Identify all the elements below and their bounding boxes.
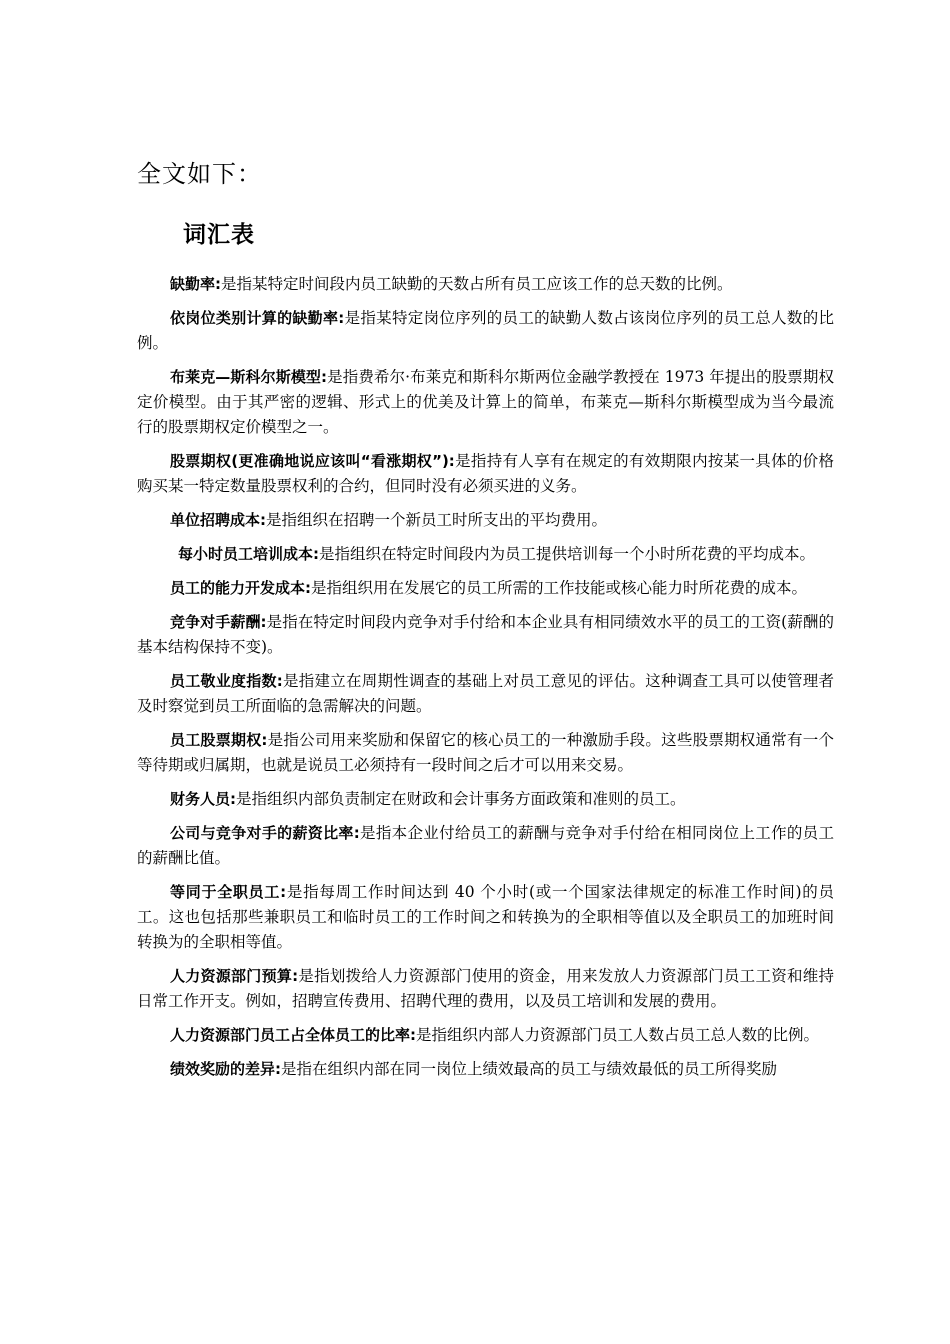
glossary-entry (137, 728, 834, 778)
entry-term: 财务人员: (170, 790, 236, 808)
entry-definition: 是指持有人享有在规定的有效期限内按某一具体的价格购买某一特定数量股票权利的合约，但同时没有必须买进的义务。 (137, 452, 834, 495)
entry-term: 每小时员工培训成本: (178, 545, 319, 563)
glossary-entry (137, 964, 834, 1014)
entry-term: 员工的能力开发成本: (170, 579, 311, 597)
entry-definition: 是指组织内部人力资源部门员工人数占员工总人数的比例。 (416, 1026, 820, 1044)
glossary-entry (137, 576, 834, 601)
entry-term: 竞争对手薪酬: (170, 613, 267, 631)
entry-definition: 是指组织在特定时间段内为员工提供培训每一个小时所花费的平均成本。 (319, 545, 816, 563)
entry-definition: 是指划拨给人力资源部门使用的资金，用来发放人力资源部门员工工资和维持日常工作开支。例如，招聘宣传费用、招聘代理的费用，以及员工培训和发展的费用。 (137, 967, 834, 1010)
glossary-entries (137, 272, 834, 1091)
glossary-entry (137, 365, 834, 440)
entry-definition: 是指某特定岗位序列的员工的缺勤人数占该岗位序列的员工总人数的比例。 (137, 309, 834, 352)
entry-definition: 是指某特定时间段内员工缺勤的天数占所有员工应该工作的总天数的比例。 (221, 275, 733, 293)
glossary-entry (137, 1023, 834, 1048)
glossary-entry (137, 880, 834, 955)
glossary-entry (137, 272, 834, 297)
entry-term: 人力资源部门预算: (170, 967, 299, 985)
glossary-entry (137, 821, 834, 871)
entry-term: 等同于全职员工: (170, 883, 287, 901)
entry-term: 人力资源部门员工占全体员工的比率: (170, 1026, 417, 1044)
entry-term: 员工股票期权: (170, 731, 268, 749)
entry-definition: 是指组织在招聘一个新员工时所支出的平均费用。 (266, 511, 608, 529)
glossary-entry (137, 669, 834, 719)
glossary-entry (137, 610, 834, 660)
entry-definition: 是指每周工作时间达到 40 个小时(或一个国家法律规定的标准工作时间)的员工。这也包括那些兼职员工和临时员工的工作时间之和转换为的全职相等值以及全职员工的加班时间转换为的全职相等值。 (137, 883, 834, 951)
entry-term: 绩效奖励的差异: (170, 1060, 281, 1078)
entry-term: 单位招聘成本: (170, 511, 266, 529)
glossary-entry (137, 306, 834, 356)
glossary-entry (137, 542, 834, 567)
intro-text: 全文如下： (137, 160, 262, 188)
entry-definition: 是指费希尔·布莱克和斯科尔斯两位金融学教授在 1973 年提出的股票期权定价模型。由于其严密的逻辑、形式上的优美及计算上的简单，布莱克—斯科尔斯模型成为当今最流行的股票期权定价模型之一。 (137, 368, 834, 436)
glossary-entry (137, 1057, 834, 1082)
entry-term: 股票期权(更准确地说应该叫“看涨期权”): (170, 452, 455, 470)
glossary-entry (137, 508, 834, 533)
entry-term: 布莱克—斯科尔斯模型: (170, 368, 328, 386)
glossary-entry (137, 787, 834, 812)
glossary-title: 词汇表 (183, 222, 255, 248)
entry-term: 公司与竞争对手的薪资比率: (170, 824, 360, 842)
entry-definition: 是指在组织内部在同一岗位上绩效最高的员工与绩效最低的员工所得奖励 (281, 1060, 778, 1078)
entry-definition: 是指建立在周期性调查的基础上对员工意见的评估。这种调查工具可以使管理者及时察觉到员工所面临的急需解决的问题。 (137, 672, 834, 715)
entry-definition: 是指在特定时间段内竞争对手付给和本企业具有相同绩效水平的员工的工资(薪酬的基本结构保持不变)。 (137, 613, 835, 656)
entry-term: 员工敬业度指数: (170, 672, 283, 690)
entry-term: 缺勤率: (170, 275, 221, 293)
entry-term: 依岗位类别计算的缺勤率: (170, 309, 345, 327)
entry-definition: 是指公司用来奖励和保留它的核心员工的一种激励手段。这些股票期权通常有一个等待期或归属期，也就是说员工必须持有一段时间之后才可以用来交易。 (137, 731, 834, 774)
entry-definition: 是指本企业付给员工的薪酬与竞争对手付给在相同岗位上工作的员工的薪酬比值。 (137, 824, 834, 867)
entry-definition: 是指组织内部负责制定在财政和会计事务方面政策和准则的员工。 (236, 790, 686, 808)
entry-definition: 是指组织用在发展它的员工所需的工作技能或核心能力时所花费的成本。 (311, 579, 808, 597)
glossary-entry (137, 449, 834, 499)
